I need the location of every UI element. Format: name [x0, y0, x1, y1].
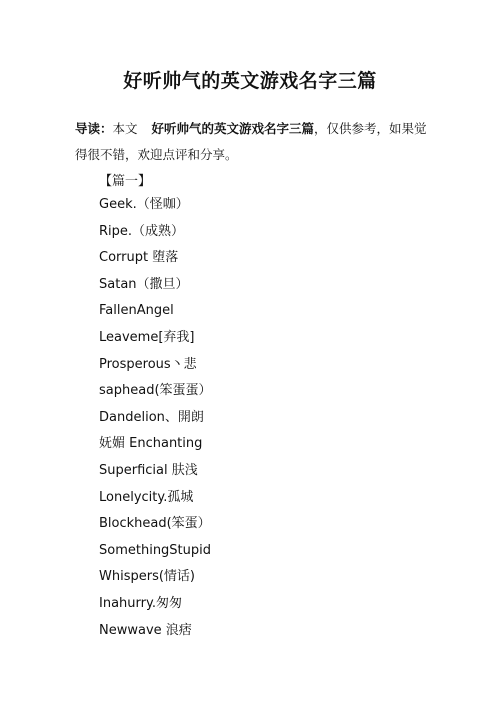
list-item: saphead(笨蛋蛋） [99, 383, 212, 399]
intro-article-title: 好听帅气的英文游戏名字三篇 [151, 121, 315, 136]
intro-lead-label: 导读： [75, 121, 113, 136]
list-item: Corrupt 堕落 [99, 250, 179, 266]
list-item: FallenAngel [99, 303, 174, 319]
list-item: Newwave 浪痞 [99, 622, 192, 638]
list-item: Satan（撒旦） [99, 276, 189, 292]
list-item: Leaveme[弃我] [99, 329, 195, 345]
list-item: Blockhead(笨蛋） [99, 516, 211, 532]
list-item: Inahurry.匆匆 [99, 595, 182, 611]
list-item: Whispers(情话) [99, 569, 195, 585]
intro-paragraph [75, 116, 435, 168]
list-item: 妩媚 Enchanting [99, 436, 203, 452]
list-item: Geek.（怪咖） [99, 197, 189, 212]
intro-lead-text: 本文 [112, 121, 138, 136]
list-item: Prosperous丶悲 [99, 356, 197, 372]
intro-rest: ，仅供参考，如果觉得很不错，欢迎点评和分享。 [75, 121, 427, 162]
name-list [99, 192, 212, 644]
list-item: SomethingStupid [99, 542, 212, 558]
section-heading: 【篇一】 [99, 174, 152, 189]
list-item: Ripe.（成熟） [99, 223, 185, 239]
list-item: Lonelycity.孤城 [99, 489, 194, 505]
list-item: Superficial 肤浅 [99, 462, 198, 478]
page-title: 好听帅气的英文游戏名字三篇 [123, 70, 377, 92]
list-item: Dandelion、開朗 [99, 409, 204, 425]
